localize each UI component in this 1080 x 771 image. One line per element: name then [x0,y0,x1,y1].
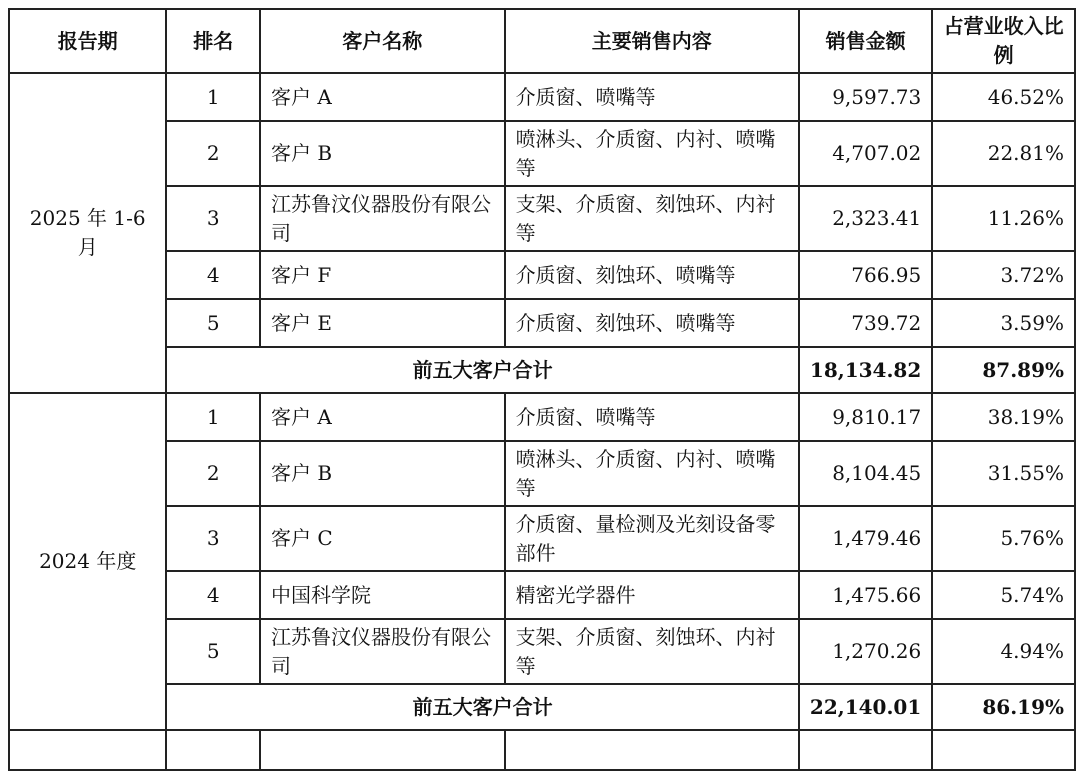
customer-cell: 客户 B [260,121,505,186]
amount-cell: 739.72 [799,299,932,347]
table-row-cut-off [9,730,1075,770]
content-cell: 支架、介质窗、刻蚀环、内衬等 [505,619,799,684]
ratio-cell: 31.55% [932,441,1075,506]
total-row [9,684,1075,730]
ratio-cell: 5.76% [932,506,1075,571]
empty-cell [9,730,166,770]
amount-cell: 1,270.26 [799,619,932,684]
amount-cell: 8,104.45 [799,441,932,506]
table-row [9,393,1075,441]
col-header-customer: 客户名称 [260,9,505,73]
col-header-ratio: 占营业收入比例 [932,9,1075,73]
period-cell: 2024 年度 [9,393,166,730]
customer-cell: 客户 B [260,441,505,506]
content-cell: 介质窗、刻蚀环、喷嘴等 [505,251,799,299]
table-row [9,251,1075,299]
table-row [9,571,1075,619]
col-header-amount: 销售金额 [799,9,932,73]
empty-cell [260,730,505,770]
table-row [9,186,1075,251]
ratio-cell: 4.94% [932,619,1075,684]
table-row [9,299,1075,347]
amount-cell: 766.95 [799,251,932,299]
col-header-content: 主要销售内容 [505,9,799,73]
rank-cell: 2 [166,441,260,506]
total-amount: 22,140.01 [799,684,932,730]
content-cell: 支架、介质窗、刻蚀环、内衬等 [505,186,799,251]
total-amount: 18,134.82 [799,347,932,393]
table-row [9,73,1075,121]
amount-cell: 9,597.73 [799,73,932,121]
total-label: 前五大客户合计 [166,684,799,730]
table-row [9,619,1075,684]
table-row [9,441,1075,506]
rank-cell: 4 [166,251,260,299]
total-ratio: 86.19% [932,684,1075,730]
rank-cell: 3 [166,186,260,251]
content-cell: 介质窗、喷嘴等 [505,393,799,441]
customer-cell: 江苏鲁汶仪器股份有限公司 [260,186,505,251]
ratio-cell: 5.74% [932,571,1075,619]
rank-cell: 5 [166,619,260,684]
customer-cell: 客户 E [260,299,505,347]
rank-cell: 1 [166,393,260,441]
empty-cell [505,730,799,770]
ratio-cell: 3.72% [932,251,1075,299]
content-cell: 精密光学器件 [505,571,799,619]
rank-cell: 1 [166,73,260,121]
content-cell: 喷淋头、介质窗、内衬、喷嘴等 [505,121,799,186]
ratio-cell: 22.81% [932,121,1075,186]
customer-cell: 客户 C [260,506,505,571]
ratio-cell: 38.19% [932,393,1075,441]
top-customers-table [8,8,1076,771]
ratio-cell: 11.26% [932,186,1075,251]
content-cell: 介质窗、量检测及光刻设备零部件 [505,506,799,571]
rank-cell: 5 [166,299,260,347]
ratio-cell: 46.52% [932,73,1075,121]
amount-cell: 1,479.46 [799,506,932,571]
content-cell: 介质窗、喷嘴等 [505,73,799,121]
empty-cell [166,730,260,770]
content-cell: 喷淋头、介质窗、内衬、喷嘴等 [505,441,799,506]
amount-cell: 9,810.17 [799,393,932,441]
customer-cell: 客户 F [260,251,505,299]
amount-cell: 1,475.66 [799,571,932,619]
customer-cell: 中国科学院 [260,571,505,619]
period-cell: 2025 年 1-6 月 [9,73,166,393]
col-header-period: 报告期 [9,9,166,73]
ratio-cell: 3.59% [932,299,1075,347]
empty-cell [932,730,1075,770]
rank-cell: 4 [166,571,260,619]
table-row [9,506,1075,571]
customer-cell: 客户 A [260,393,505,441]
total-ratio: 87.89% [932,347,1075,393]
rank-cell: 3 [166,506,260,571]
content-cell: 介质窗、刻蚀环、喷嘴等 [505,299,799,347]
header-row [9,9,1075,73]
rank-cell: 2 [166,121,260,186]
total-row [9,347,1075,393]
customer-cell: 江苏鲁汶仪器股份有限公司 [260,619,505,684]
empty-cell [799,730,932,770]
amount-cell: 2,323.41 [799,186,932,251]
customer-cell: 客户 A [260,73,505,121]
amount-cell: 4,707.02 [799,121,932,186]
col-header-rank: 排名 [166,9,260,73]
table-row [9,121,1075,186]
total-label: 前五大客户合计 [166,347,799,393]
